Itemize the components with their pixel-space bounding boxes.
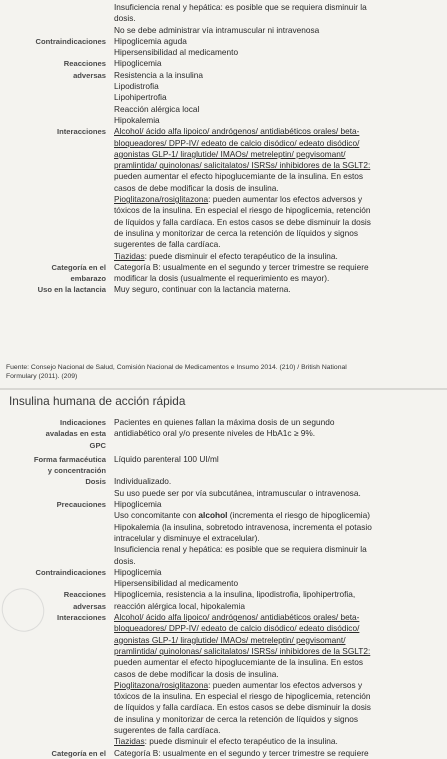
- dosage-row: Dosis Individualizado. Su uso puede ser por vía subcutánea, intramuscular o intravenosa.: [0, 476, 447, 499]
- top-continuation-row: Insuficiencia renal y hepática: es posible que se requiera disminuir la dosis. No se debe administrar vía intramuscular ni intravenosa: [114, 2, 367, 35]
- contraindications-label: Contraindicaciones: [35, 567, 106, 577]
- indications-row: Indicaciones avaladas en esta GPC Pacientes en quienes fallan la máxima dosis de un segundo antidiabético oral y/o presente niveles de HbA1c ≥ 9%.: [0, 417, 447, 451]
- lactation-label: Uso en la lactancia: [37, 285, 106, 295]
- section-title: Insulina humana de acción rápida: [9, 394, 186, 408]
- dosage-label: Dosis: [85, 477, 106, 487]
- precautions-label: Precauciones: [56, 500, 106, 510]
- section-divider: [0, 388, 447, 390]
- pharmaceutical-form-label: Forma farmacéutica y concentración: [33, 454, 106, 476]
- bottom-pregnancy-category-row: Categoría en el Categoría B: usualmente en el segundo y tercer trimestre se requiere: [0, 748, 447, 759]
- bottom-interactions-row: Interacciones Alcohol/ ácido alfa lipoico/ andrógenos/ antidiabéticos orales/ beta- bloqueadores/ DPP-IV/ edeato de calcio disódico/ edeato disódico/ agonistas GLP-1/ liraglutide/ IMAOs/ metreleptin/ pegvisomant/ pramlintida/ quinolonas/ salicitalatos/ ISRSs/ inhibidores de la SGLT2: pueden aumentar el efecto hipoglucemiante de la insulina. En estos casos de debe modificar la dosis de insulina. Pioglitazona/rosiglitazona: pueden aumentar los efectos adversos y tóxicos de la insulina. En especial el riesgo de hipoglicemia, retención de líquidos y falla cardíaca. En estos casos se debe disminuir la dosis de insulina y monitorizar de cerca la retención de líquidos y signos sugerentes de falla cardíaca. Tiazidas: puede disminuir el efecto terapéutico de la insulina.: [0, 612, 447, 748]
- pregnancy-category-label: Categoría en el: [51, 748, 106, 758]
- top-drug-table: [0, 2, 447, 296]
- interactions-label: Interacciones: [57, 613, 106, 623]
- bottom-contraindications-row: Contraindicaciones Hipoglicemia Hipersensibilidad al medicamento: [0, 567, 447, 590]
- top-interactions-row: Interacciones Alcohol/ ácido alfa lipoico/ andrógenos/ antidiabéticos orales/ beta- bloqueadores/ DPP-IV/ edeato de calcio disódico/ edeato disódico/ agonistas GLP-1/ liraglutide/ IMAOs/ metreleptin/ pegvisomant/ pramlintida/ quinolonas/ salicitalatos/ ISRSs/ inhibidores de la SGLT2: pueden aumentar el efecto hipoglucemiante de la insulina. En estos casos de debe modificar la dosis de insulina. Pioglitazona/rosiglitazona: pueden aumentar los efectos adversos y tóxicos de la insulina. En especial el riesgo de hipoglicemia, retención de líquidos y falla cardíaca. En estos casos se debe disminuir la dosis de insulina y monitorizar de cerca la retención de líquidos y signos sugerentes de falla cardíaca. Tiazidas: puede disminuir el efecto terapéutico de la insulina.: [0, 126, 447, 262]
- contraindications-label: Contraindicaciones: [35, 36, 106, 46]
- bottom-drug-table: [0, 417, 447, 759]
- bottom-adverse-reactions-row: Reacciones adversas Hipoglicemia, resistencia a la insulina, lipodistrofia, lipohipertrofia, reacción alérgica local, hipokalemia: [0, 589, 447, 612]
- indications-label: Indicaciones avaladas en esta GPC: [45, 418, 106, 450]
- interactions-label: Interacciones: [57, 127, 106, 137]
- top-adverse-reactions-row: Reacciones adversas Hipoglicemia Resistencia a la insulina Lipodistrofia Lipohipertrofia Reacción alérgica local Hipokalemia: [0, 58, 447, 126]
- adverse-reactions-label: Reacciones adversas: [63, 590, 106, 611]
- top-contraindications-row: Contraindicaciones Hipoglicemia aguda Hipersensibilidad al medicamento: [0, 36, 447, 59]
- adverse-reactions-label: Reacciones adversas: [63, 59, 106, 80]
- pregnancy-category-label: Categoría en el embarazo: [51, 262, 106, 284]
- top-lactation-row: Uso en la lactancia Muy seguro, continuar con la lactancia materna.: [0, 284, 447, 295]
- precautions-row: Precauciones Hipoglicemia Uso concomitante con alcohol (incrementa el riesgo de hipoglicemia) Hipokalemia (la insulina, sobretodo intravenosa, incrementa el potasio intracelular y disminuye el extracelular). Insuficiencia renal y hepática: es posible que se requiera disminuir la dosis.: [0, 499, 447, 567]
- pharmaceutical-form-row: Forma farmacéutica y concentración Líquido parenteral 100 UI/ml: [0, 454, 447, 477]
- top-pregnancy-category-row: Categoría en el embarazo Categoría B: usualmente en el segundo y tercer trimestre se requiere modificar la dosis (usualmente el requerimiento es mayor).: [0, 262, 447, 285]
- source-citation: Fuente: Consejo Nacional de Salud, Comisión Nacional de Medicamentos e Insumo 2014. (210) / British National Formulary (2011). (209): [6, 364, 347, 380]
